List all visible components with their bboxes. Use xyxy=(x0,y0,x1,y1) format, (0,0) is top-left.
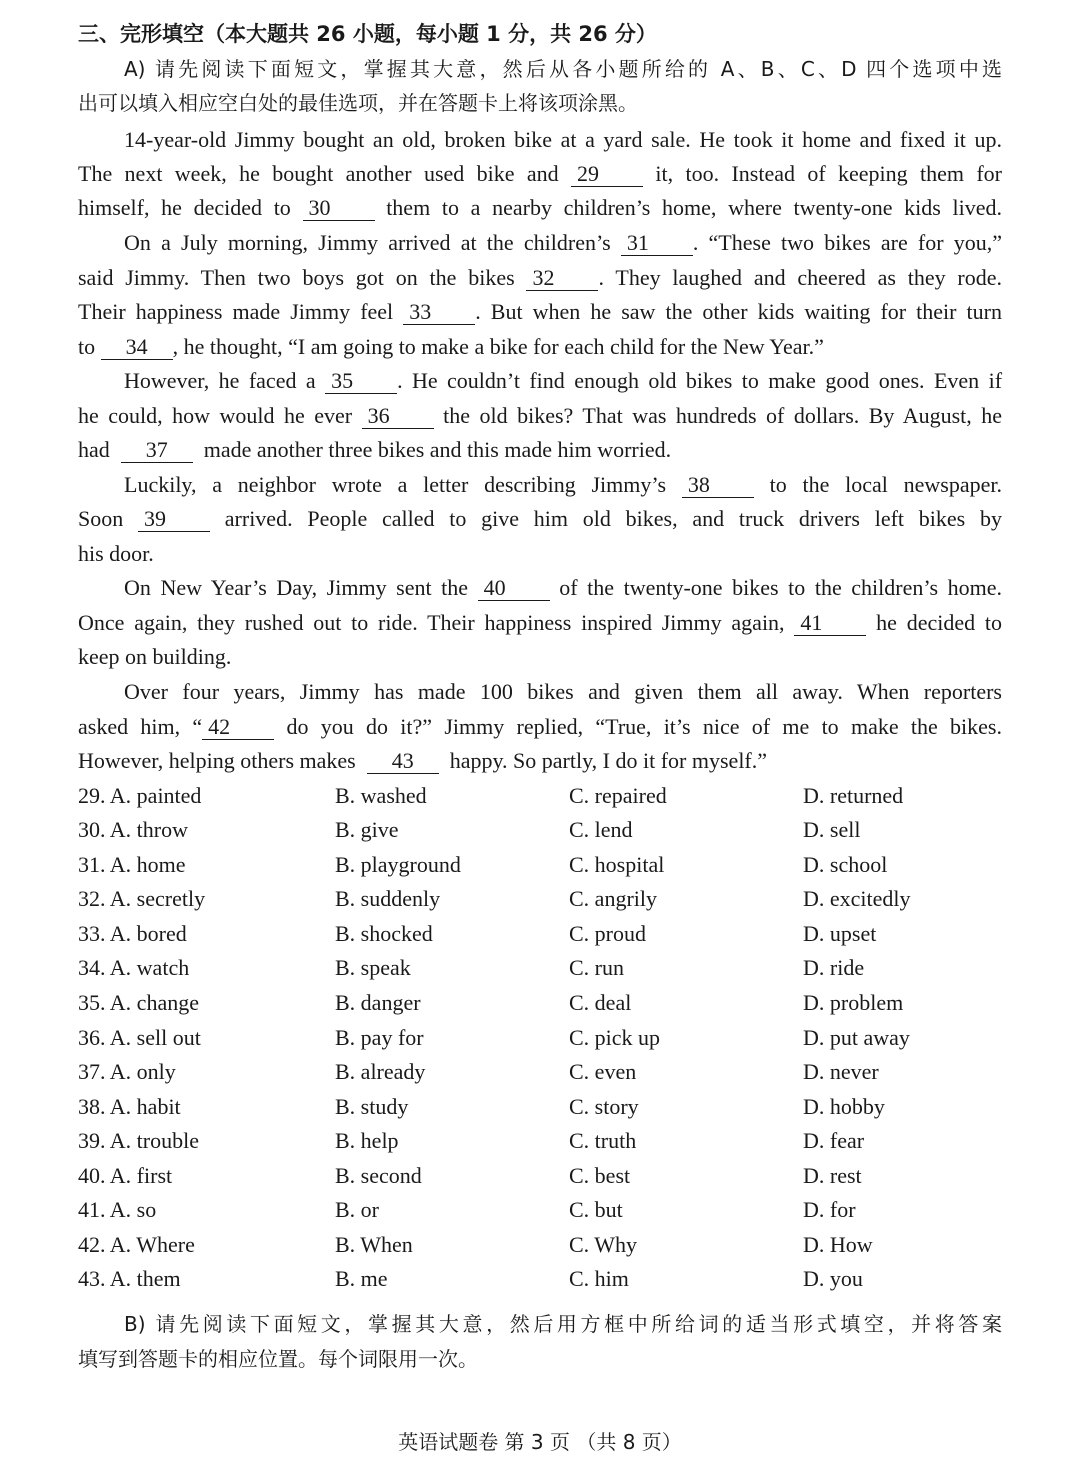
section-heading: 三、完形填空（本大题共 26 小题，每小题 1 分，共 26 分） xyxy=(78,22,657,46)
option-d: D. rest xyxy=(803,1163,862,1188)
option-b: B. give xyxy=(335,817,399,842)
passage-line xyxy=(78,295,1002,329)
option-d: D. put away xyxy=(803,1025,910,1050)
passage-text: Soon xyxy=(78,506,124,531)
question-options-31 xyxy=(78,848,1002,882)
option-b: B. study xyxy=(335,1094,409,1119)
question-options-35 xyxy=(78,986,1002,1020)
blank-31: 31 xyxy=(621,231,693,256)
passage-line xyxy=(78,399,1002,433)
question-options-40 xyxy=(78,1159,1002,1193)
passage-line xyxy=(78,744,1002,778)
passage-line xyxy=(124,364,1002,398)
passage-line: his door. xyxy=(78,541,154,566)
question-options-43 xyxy=(78,1262,1002,1296)
passage-text: the old bikes? That was hundreds of dollars. By August, he xyxy=(443,403,1003,428)
option-c: C. best xyxy=(569,1163,631,1188)
passage-text: However, he faced a xyxy=(124,368,316,393)
option-a: 35. A. change xyxy=(78,990,199,1015)
option-b: B. washed xyxy=(335,783,427,808)
option-d: D. ride xyxy=(803,955,865,980)
option-a: 31. A. home xyxy=(78,852,186,877)
passage-text: he could, how would he ever xyxy=(78,403,353,428)
passage-text: Luckily, a neighbor wrote a letter describing Jimmy’s xyxy=(124,472,667,497)
option-a: 30. A. throw xyxy=(78,817,188,842)
passage-text: . He couldn’t find enough old bikes to make good ones. Even if xyxy=(397,368,1003,393)
option-a: 34. A. watch xyxy=(78,955,190,980)
option-a: 41. A. so xyxy=(78,1197,157,1222)
question-options-34 xyxy=(78,951,1002,985)
option-b: B. already xyxy=(335,1059,426,1084)
option-c: C. angrily xyxy=(569,886,657,911)
option-a: 42. A. Where xyxy=(78,1232,195,1257)
option-a: 29. A. painted xyxy=(78,783,202,808)
part-a-instruction-line-1: A) 请先阅读下面短文，掌握其大意，然后从各小题所给的 A、B、C、D 四个选项中选 xyxy=(124,57,1002,81)
option-a: 37. A. only xyxy=(78,1059,176,1084)
passage-text: do you do it?” Jimmy replied, “True, it’s nice of me to make the bikes. xyxy=(286,714,1002,739)
option-d: D. you xyxy=(803,1266,863,1291)
question-options-38 xyxy=(78,1090,1002,1124)
option-c: C. but xyxy=(569,1197,623,1222)
option-c: C. lend xyxy=(569,817,633,842)
passage-text: had xyxy=(78,437,110,462)
option-d: D. excitedly xyxy=(803,886,911,911)
passage-line: 14-year-old Jimmy bought an old, broken bike at a yard sale. He took it home and fixed it up. xyxy=(124,127,1002,152)
option-c: C. even xyxy=(569,1059,637,1084)
blank-38: 38 xyxy=(682,473,754,498)
option-c: C. repaired xyxy=(569,783,667,808)
question-options-36 xyxy=(78,1021,1002,1055)
passage-text: . “These two bikes are for you,” xyxy=(692,230,1003,255)
option-a: 33. A. bored xyxy=(78,921,187,946)
blank-39: 39 xyxy=(138,507,210,532)
blank-40: 40 xyxy=(478,576,550,601)
passage-text: to xyxy=(78,334,96,359)
blank-35: 35 xyxy=(325,369,397,394)
blank-36: 36 xyxy=(362,404,434,429)
blank-30: 30 xyxy=(303,196,375,221)
blank-42: 42 xyxy=(202,715,274,740)
passage-line xyxy=(78,433,1002,467)
option-b: B. pay for xyxy=(335,1025,424,1050)
blank-32: 32 xyxy=(526,266,598,291)
option-b: B. suddenly xyxy=(335,886,441,911)
option-b: B. speak xyxy=(335,955,411,980)
blank-33: 33 xyxy=(403,300,475,325)
passage-line xyxy=(78,606,1002,640)
option-c: C. Why xyxy=(569,1232,638,1257)
passage-line xyxy=(78,261,1002,295)
question-options-33 xyxy=(78,917,1002,951)
option-d: D. for xyxy=(803,1197,856,1222)
blank-37: 37 xyxy=(121,438,193,463)
option-b: B. help xyxy=(335,1128,399,1153)
option-a: 39. A. trouble xyxy=(78,1128,199,1153)
question-options-41 xyxy=(78,1193,1002,1227)
option-d: D. fear xyxy=(803,1128,865,1153)
passage-line xyxy=(78,157,1002,191)
option-b: B. me xyxy=(335,1266,388,1291)
passage-text: On a July morning, Jimmy arrived at the children’s xyxy=(124,230,611,255)
passage-text: happy. So partly, I do it for myself.” xyxy=(449,748,768,773)
passage-text: said Jimmy. Then two boys got on the bikes xyxy=(78,265,515,290)
passage-line: Over four years, Jimmy has made 100 bikes and given them all away. When reporters xyxy=(124,679,1002,704)
passage-text: them to a nearby children’s home, where twenty-one kids lived. xyxy=(386,195,1003,220)
option-c: C. truth xyxy=(569,1128,637,1153)
part-b-instruction-line-1: B) 请先阅读下面短文，掌握其大意，然后用方框中所给词的适当形式填空，并将答案 xyxy=(124,1312,1002,1336)
question-options-32 xyxy=(78,882,1002,916)
passage-text: it, too. Instead of keeping them for xyxy=(655,161,1003,186)
passage-line: keep on building. xyxy=(78,644,232,669)
option-b: B. danger xyxy=(335,990,421,1015)
blank-43: 43 xyxy=(367,749,439,774)
option-d: D. sell xyxy=(803,817,861,842)
passage-text: The next week, he bought another used bike and xyxy=(78,161,559,186)
option-b: B. playground xyxy=(335,852,461,877)
passage-line xyxy=(78,710,1002,744)
passage-text: , he thought, “I am going to make a bike for each child for the New Year.” xyxy=(172,334,824,359)
blank-34: 34 xyxy=(101,335,173,360)
option-d: D. How xyxy=(803,1232,873,1257)
option-d: D. upset xyxy=(803,921,877,946)
passage-text: arrived. People called to give him old bikes, and truck drivers left bikes by xyxy=(224,506,1002,531)
option-b: B. or xyxy=(335,1197,379,1222)
option-c: C. deal xyxy=(569,990,632,1015)
option-a: 38. A. habit xyxy=(78,1094,181,1119)
passage-text: of the twenty-one bikes to the children’s home. xyxy=(559,575,1002,600)
question-options-29 xyxy=(78,779,1002,813)
passage-line xyxy=(124,468,1002,502)
passage-text: made another three bikes and this made him worried. xyxy=(203,437,672,462)
passage-text: himself, he decided to xyxy=(78,195,291,220)
passage-text: Their happiness made Jimmy feel xyxy=(78,299,394,324)
option-c: C. run xyxy=(569,955,624,980)
option-b: B. shocked xyxy=(335,921,433,946)
option-c: C. him xyxy=(569,1266,629,1291)
passage-text: . They laughed and cheered as they rode. xyxy=(598,265,1003,290)
question-options-42 xyxy=(78,1228,1002,1262)
passage-text: to the local newspaper. xyxy=(769,472,1002,497)
option-c: C. hospital xyxy=(569,852,665,877)
option-c: C. proud xyxy=(569,921,646,946)
page-footer: 英语试题卷 第 3 页 （共 8 页） xyxy=(398,1430,682,1454)
passage-text: he decided to xyxy=(876,610,1003,635)
question-options-30 xyxy=(78,813,1002,847)
passage-line xyxy=(124,571,1002,605)
option-a: 43. A. them xyxy=(78,1266,181,1291)
passage-line xyxy=(124,226,1002,260)
passage-text: On New Year’s Day, Jimmy sent the xyxy=(124,575,469,600)
passage-text: Once again, they rushed out to ride. Their happiness inspired Jimmy again, xyxy=(78,610,785,635)
option-a: 36. A. sell out xyxy=(78,1025,201,1050)
part-a-instruction-line-2: 出可以填入相应空白处的最佳选项，并在答题卡上将该项涂黑。 xyxy=(78,91,638,115)
option-d: D. problem xyxy=(803,990,904,1015)
passage-text: However, helping others makes xyxy=(78,748,356,773)
option-c: C. story xyxy=(569,1094,639,1119)
option-b: B. second xyxy=(335,1163,422,1188)
blank-29: 29 xyxy=(571,162,643,187)
blank-41: 41 xyxy=(794,611,866,636)
passage-text: . But when he saw the other kids waiting for their turn xyxy=(475,299,1002,324)
passage-text: asked him, “ xyxy=(78,714,203,739)
passage-line xyxy=(78,502,1002,536)
option-b: B. When xyxy=(335,1232,413,1257)
part-b-instruction-line-2: 填写到答题卡的相应位置。每个词限用一次。 xyxy=(78,1347,478,1371)
option-d: D. returned xyxy=(803,783,904,808)
passage-line xyxy=(78,330,1002,364)
option-d: D. school xyxy=(803,852,888,877)
option-a: 32. A. secretly xyxy=(78,886,206,911)
option-d: D. hobby xyxy=(803,1094,885,1119)
question-options-37 xyxy=(78,1055,1002,1089)
option-a: 40. A. first xyxy=(78,1163,173,1188)
passage-line xyxy=(78,191,1002,225)
question-options-39 xyxy=(78,1124,1002,1158)
option-c: C. pick up xyxy=(569,1025,661,1050)
option-d: D. never xyxy=(803,1059,879,1084)
